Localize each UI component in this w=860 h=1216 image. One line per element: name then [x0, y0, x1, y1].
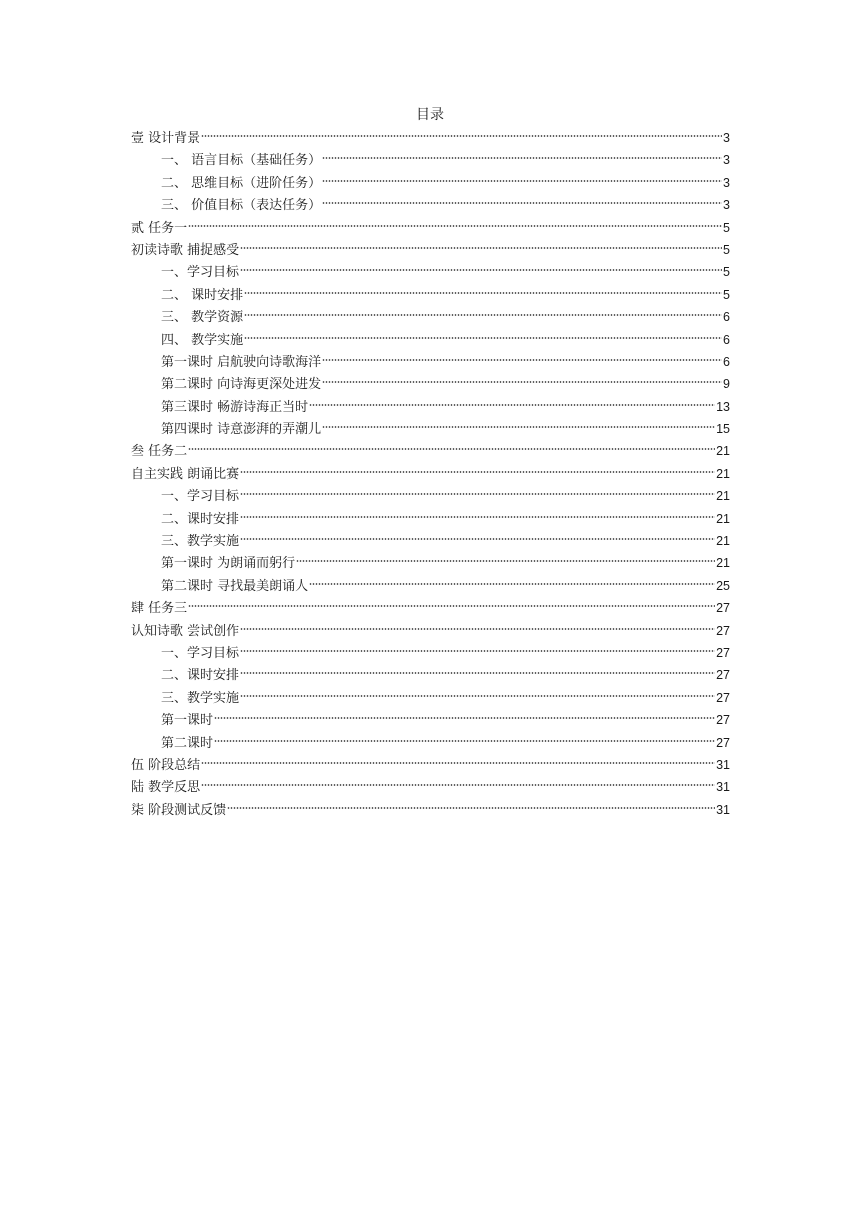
toc-entry-page-number: 21 [716, 534, 730, 549]
toc-entry-page-number: 5 [723, 220, 730, 235]
toc-entry-label: 二、 思维目标（进阶任务） [161, 175, 322, 191]
toc-entry[interactable] [131, 664, 730, 686]
dot-leader [322, 424, 715, 430]
dot-leader [322, 200, 722, 206]
toc-entry-label: 二、课时安排 [161, 668, 240, 684]
toc-entry-page-number: 25 [716, 578, 730, 593]
toc-entry-label: 第二课时 [161, 735, 214, 751]
toc-entry-page-number: 27 [716, 690, 730, 705]
dot-leader [240, 648, 715, 654]
toc-entry-label: 第一课时 为朗诵而躬行 [161, 556, 296, 572]
toc-entry-label: 伍 阶段总结 [131, 757, 201, 773]
dot-leader [214, 738, 715, 744]
toc-entry-label: 初读诗歌 捕捉感受 [131, 242, 240, 258]
toc-entry-page-number: 27 [716, 601, 730, 616]
toc-entry-label: 陆 教学反思 [131, 780, 201, 796]
toc-entry-label: 柒 阶段测试反馈 [131, 802, 227, 818]
toc-entry-label: 壹 设计背景 [131, 131, 201, 146]
toc-entry-label: 第三课时 畅游诗海正当时 [161, 399, 309, 415]
toc-title: 目录 [416, 107, 444, 123]
toc-entry-page-number: 6 [723, 354, 730, 369]
dot-leader [240, 626, 715, 632]
toc-entry-page-number: 21 [716, 556, 730, 571]
toc-entry[interactable] [131, 217, 730, 239]
toc-entry[interactable] [131, 440, 730, 462]
dot-leader [309, 402, 715, 408]
toc-entry-page-number: 21 [716, 511, 730, 526]
toc-entry-label: 认知诗歌 尝试创作 [131, 623, 240, 639]
toc-entry[interactable] [131, 306, 730, 328]
dot-leader [322, 178, 722, 184]
toc-entry-label: 三、 价值目标（表达任务） [161, 198, 322, 214]
dot-leader [240, 693, 715, 699]
toc-entry[interactable] [131, 597, 730, 619]
toc-entry-label: 二、 课时安排 [161, 287, 244, 303]
toc-entry-page-number: 27 [716, 668, 730, 683]
toc-entry-page-number: 27 [716, 735, 730, 750]
toc-entry[interactable] [131, 530, 730, 552]
dot-leader [309, 581, 715, 587]
dot-leader [240, 267, 722, 273]
toc-entry[interactable] [131, 776, 730, 798]
toc-entry-page-number: 3 [723, 198, 730, 213]
toc-entry-label: 贰 任务一 [131, 220, 188, 236]
dot-leader [201, 782, 715, 788]
toc-entry-page-number: 13 [716, 399, 730, 414]
toc-entry[interactable] [131, 799, 730, 821]
toc-entry-page-number: 21 [716, 489, 730, 504]
dot-leader [240, 514, 715, 520]
toc-entry[interactable] [131, 687, 730, 709]
toc-entry-page-number: 15 [716, 422, 730, 437]
toc-entry[interactable] [131, 508, 730, 530]
toc-entry-page-number: 27 [716, 645, 730, 660]
toc-entry-label: 第二课时 向诗海更深处进发 [161, 377, 322, 393]
toc-entry-page-number: 31 [716, 780, 730, 795]
toc-entry-label: 第二课时 寻找最美朗诵人 [161, 578, 309, 594]
dot-leader [322, 357, 722, 363]
dot-leader [201, 760, 715, 766]
toc-entry-page-number: 3 [723, 131, 730, 145]
dot-leader [188, 446, 715, 452]
toc-entry-label: 二、课时安排 [161, 511, 240, 527]
toc-entry-page-number: 9 [723, 377, 730, 392]
toc-entry[interactable] [131, 329, 730, 351]
toc-entry[interactable] [131, 396, 730, 418]
dot-leader [244, 290, 722, 296]
dot-leader [296, 558, 715, 564]
toc-entry[interactable] [131, 463, 730, 485]
toc-entry-label: 四、 教学实施 [161, 332, 244, 348]
dot-leader [244, 335, 722, 341]
toc-entry-label: 三、教学实施 [161, 690, 240, 706]
toc-entry-page-number: 21 [716, 444, 730, 459]
dot-leader [201, 133, 722, 139]
toc-entry[interactable] [131, 620, 730, 642]
toc-entry[interactable] [131, 732, 730, 754]
toc-entry[interactable] [131, 239, 730, 261]
toc-entry-page-number: 21 [716, 466, 730, 481]
toc-entry-label: 肆 任务三 [131, 601, 188, 617]
toc-entry[interactable] [131, 284, 730, 306]
toc-entry[interactable] [131, 261, 730, 283]
toc-entry-page-number: 27 [716, 713, 730, 728]
dot-leader [244, 312, 722, 318]
toc-entry-label: 一、学习目标 [161, 489, 240, 505]
toc-entry-label: 自主实践 朗诵比赛 [131, 466, 240, 482]
toc-entry-page-number: 5 [723, 265, 730, 280]
dot-leader [227, 805, 715, 811]
dot-leader [240, 670, 715, 676]
toc-entry-page-number: 3 [723, 153, 730, 168]
toc-entry-page-number: 6 [723, 310, 730, 325]
dot-leader [240, 245, 722, 251]
toc-entry[interactable] [131, 754, 730, 776]
dot-leader [240, 469, 715, 475]
toc-entry[interactable] [131, 351, 730, 373]
dot-leader [322, 155, 722, 161]
table-of-contents [131, 127, 730, 821]
toc-entry[interactable] [131, 552, 730, 574]
dot-leader [188, 223, 722, 229]
toc-entry[interactable] [131, 172, 730, 194]
toc-entry[interactable] [131, 373, 730, 395]
toc-entry-page-number: 6 [723, 332, 730, 347]
toc-entry-label: 第四课时 诗意澎湃的弄潮儿 [161, 422, 322, 438]
toc-entry-page-number: 5 [723, 287, 730, 302]
dot-leader [322, 379, 722, 385]
toc-entry[interactable] [131, 485, 730, 507]
toc-entry-page-number: 27 [716, 623, 730, 638]
toc-entry[interactable] [131, 575, 730, 597]
toc-entry[interactable] [131, 194, 730, 216]
dot-leader [240, 536, 715, 542]
toc-entry[interactable] [131, 642, 730, 664]
toc-entry-page-number: 31 [716, 802, 730, 817]
dot-leader [240, 491, 715, 497]
toc-entry-label: 叁 任务二 [131, 444, 188, 460]
toc-entry[interactable] [131, 418, 730, 440]
toc-entry[interactable] [131, 709, 730, 731]
toc-entry[interactable] [131, 149, 730, 171]
toc-entry-page-number: 31 [716, 757, 730, 772]
dot-leader [188, 603, 715, 609]
toc-entry-label: 第一课时 启航驶向诗歌海洋 [161, 354, 322, 370]
toc-entry[interactable] [131, 127, 730, 149]
toc-entry-label: 一、 语言目标（基础任务） [161, 153, 322, 169]
toc-entry-page-number: 3 [723, 175, 730, 190]
toc-entry-label: 三、教学实施 [161, 534, 240, 550]
toc-entry-page-number: 5 [723, 242, 730, 257]
toc-entry-label: 一、学习目标 [161, 265, 240, 281]
toc-entry-label: 三、 教学资源 [161, 310, 244, 326]
toc-entry-label: 一、学习目标 [161, 645, 240, 661]
toc-entry-label: 第一课时 [161, 713, 214, 729]
dot-leader [214, 715, 715, 721]
